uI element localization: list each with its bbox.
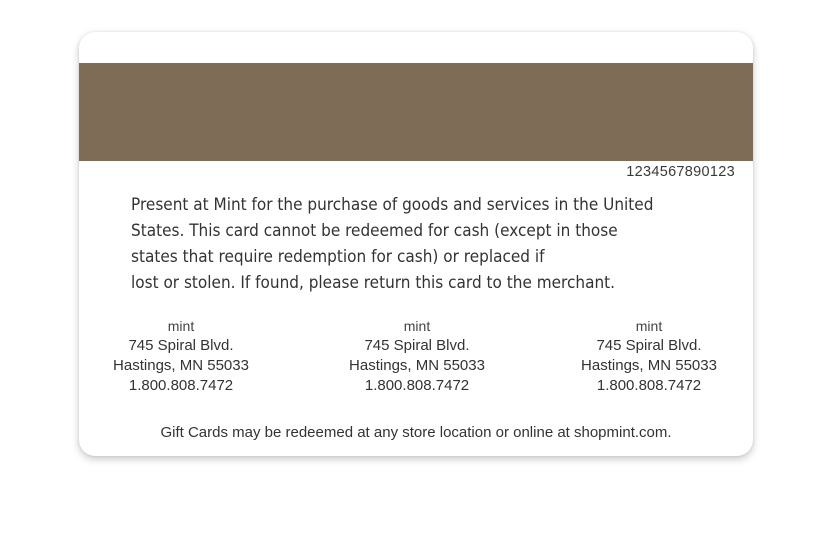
store-city: Hastings, MN 55033 [349,357,485,374]
card-terms [131,192,671,296]
store-phone: 1.800.808.7472 [364,377,470,394]
store-street: 745 Spiral Blvd. [128,337,234,354]
store-city: Hastings, MN 55033 [581,357,717,374]
store-street: 745 Spiral Blvd. [364,337,470,354]
magnetic-stripe [79,63,753,161]
terms-line: States. This card cannot be redeemed for cash (except in those [131,221,618,241]
store-phone: 1.800.808.7472 [596,377,702,394]
store-street: 745 Spiral Blvd. [596,337,702,354]
store-name: mint [167,318,195,334]
store-address-block [564,316,734,396]
store-name: mint [403,318,431,334]
terms-line: states that require redemption for cash) or replaced if [131,247,545,267]
redemption-note: Gift Cards may be redeemed at any store location or online at shopmint.com. [160,424,672,441]
store-address-block [332,316,502,396]
gift-card-back [79,32,753,456]
card-number: 1234567890123 [626,164,735,180]
terms-line: lost or stolen. If found, please return this card to the merchant. [131,273,616,293]
store-name: mint [635,318,663,334]
store-city: Hastings, MN 55033 [113,357,249,374]
store-address-block [96,316,266,396]
store-phone: 1.800.808.7472 [128,377,234,394]
terms-line: Present at Mint for the purchase of goods and services in the United [131,195,654,215]
